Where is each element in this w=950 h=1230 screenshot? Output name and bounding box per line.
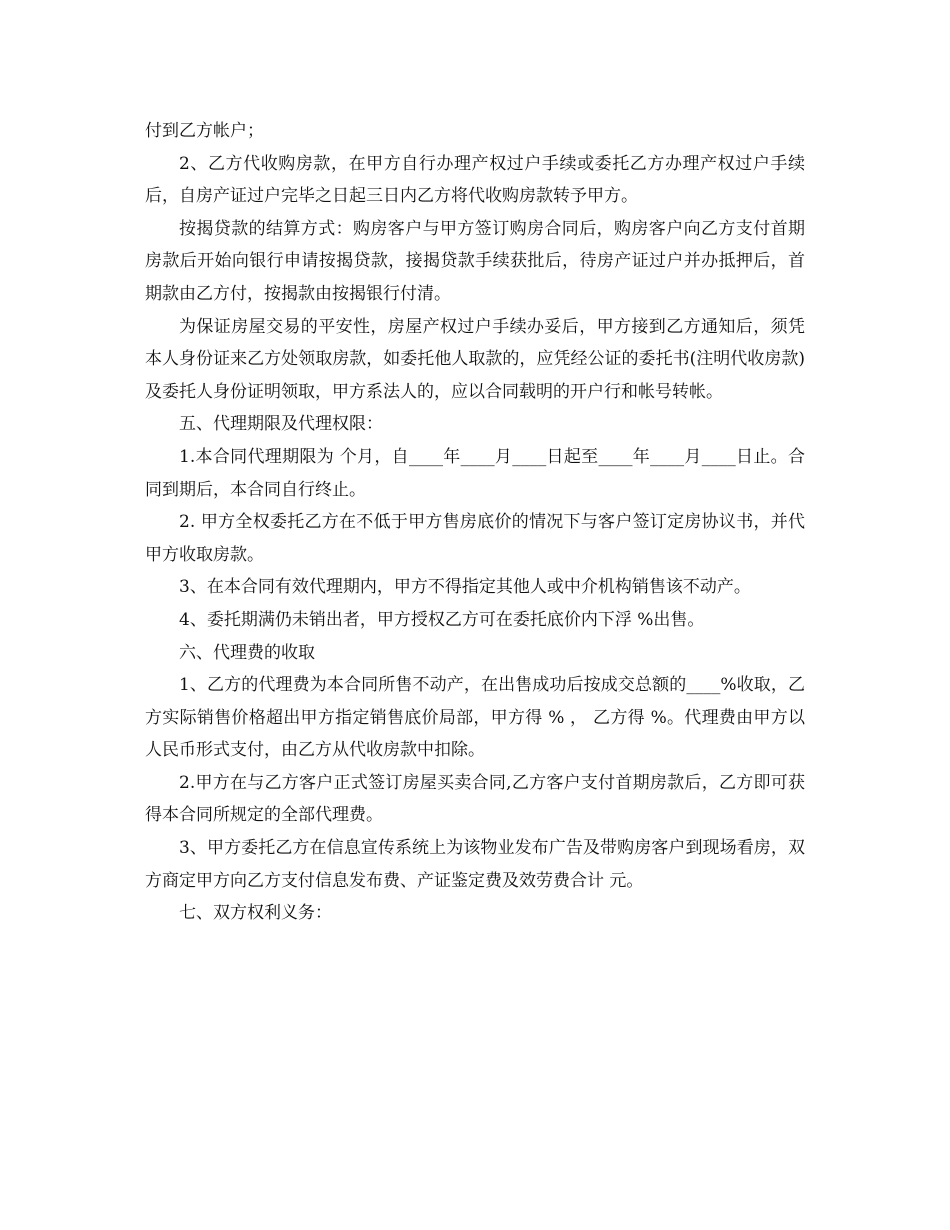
document-body — [145, 115, 805, 930]
paragraph-advertising-fees: 3、甲方委托乙方在信息宣传系统上为该物业发布广告及带购房客户到现场看房，双方商定甲方向乙方支付信息发布费、产证鉴定费及效劳费合计 元。 — [145, 838, 805, 891]
paragraph-mortgage-settlement: 按揭贷款的结算方式：购房客户与甲方签订购房合同后，购房客户向乙方支付首期房款后开始向银行申请按揭贷款，接揭贷款手续获批后，待房产证过户并办抵押后，首期款由乙方付，按揭款由按揭银行付清。 — [145, 218, 805, 304]
paragraph-fee-rate: 1、乙方的代理费为本合同所售不动产，在出售成功后按成交总额的____%收取，乙方实际销售价格超出甲方指定销售底价局部，甲方得 % ， 乙方得 %。代理费由甲方以人民币形式支付，由乙方从代收房款中扣除。 — [145, 675, 805, 761]
paragraph-transaction-safety: 为保证房屋交易的平安性，房屋产权过户手续办妥后，甲方接到乙方通知后，须凭本人身份证来乙方处领取房款，如委托他人取款的，应凭经公证的委托书(注明代收房款)及委托人身份证明领取，甲方系法人的，应以合同载明的开户行和帐号转帐。 — [145, 316, 805, 402]
paragraph-full-authorization: 2. 甲方全权委托乙方在不低于甲方售房底价的情况下与客户签订定房协议书，并代甲方收取房款。 — [145, 512, 805, 565]
paragraph-exclusive-agency: 3、在本合同有效代理期内，甲方不得指定其他人或中介机构销售该不动产。 — [179, 577, 751, 598]
paragraph-collection-clause: 2、乙方代收购房款，在甲方自行办理产权过户手续或委托乙方办理产权过户手续后，自房产证过户完毕之日起三日内乙方将代收购房款转予甲方。 — [145, 153, 805, 207]
section-heading-agency-term: 五、代理期限及代理权限： — [179, 414, 383, 435]
paragraph-agency-period: 1.本合同代理期限为 个月，自____年____月____日起至____年____月____日止。合同到期后，本合同自行终止。 — [145, 446, 805, 500]
section-heading-rights-obligations: 七、双方权利义务： — [179, 903, 332, 924]
section-heading-agency-fee: 六、代理费的收取 — [179, 642, 315, 663]
paragraph-fee-entitlement: 2.甲方在与乙方客户正式签订房屋买卖合同,乙方客户支付首期房款后，乙方即可获得本合同所规定的全部代理费。 — [145, 772, 805, 826]
paragraph-payment-to-account: 付到乙方帐户； — [145, 121, 264, 141]
paragraph-price-adjustment: 4、委托期满仍未销出者，甲方授权乙方可在委托底价内下浮 %出售。 — [179, 609, 705, 630]
